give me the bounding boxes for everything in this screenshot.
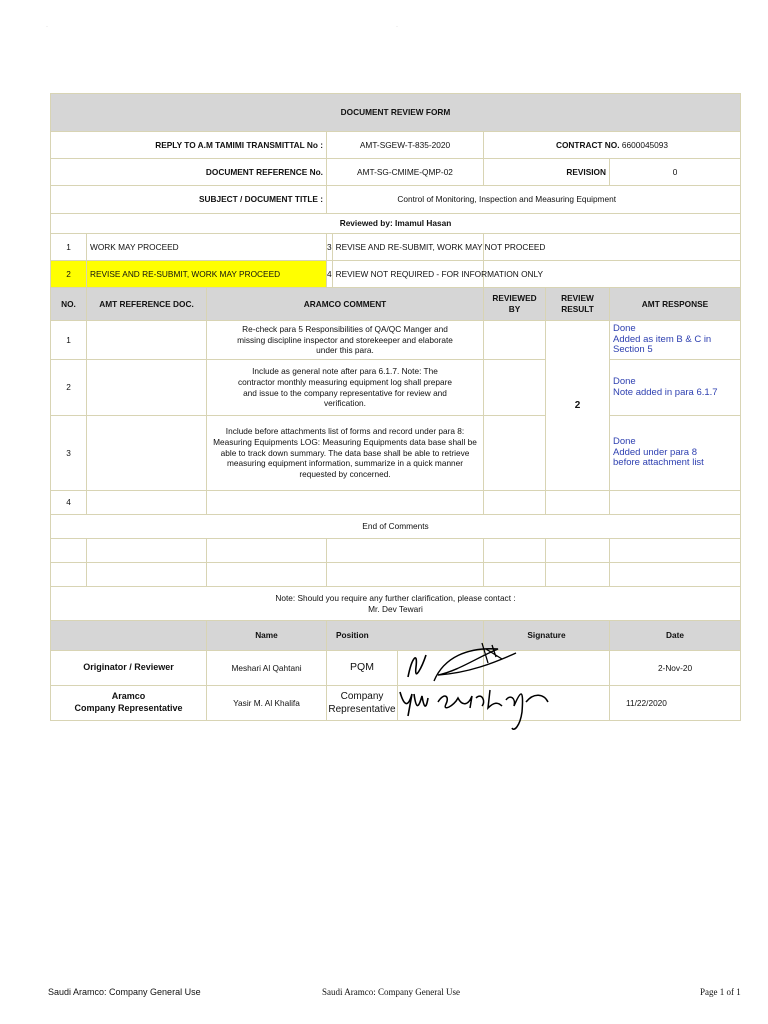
- sign-date: 2-Nov-20: [610, 651, 741, 686]
- footer-classification-left: Saudi Aramco: Company General Use: [48, 987, 201, 997]
- table-row: [51, 360, 741, 416]
- response-line: Done: [613, 322, 636, 334]
- code-pair-cell: [327, 261, 544, 288]
- comment-text: Include as general note after para 6.1.7. Note: The contractor monthly measuring equipment log shall prepare and issue to the company representative for review and verification.: [207, 360, 484, 416]
- signer-row: [51, 686, 741, 721]
- reviewed-by: Reviewed by: Imamul Hasan: [51, 214, 741, 234]
- reviewed-by-cell: [484, 491, 546, 515]
- col-reviewed: REVIEWED BY: [484, 288, 546, 321]
- contract-label: CONTRACT NO.: [555, 139, 620, 150]
- role-line: Originator / Reviewer: [83, 662, 174, 673]
- sign-date: 11/22/2020: [610, 686, 741, 721]
- table-row: [51, 539, 741, 563]
- signature-image: [398, 686, 483, 718]
- response-line: Done: [613, 375, 636, 387]
- reviewed-by-cell: [484, 416, 546, 491]
- docref-value: AMT-SG-CMIME-QMP-02: [327, 159, 484, 186]
- code-text: REVIEW NOT REQUIRED - FOR INFORMATION ONLY: [335, 268, 544, 279]
- table-row: [51, 563, 741, 587]
- signer-position-signature: [327, 686, 484, 721]
- position-line: Company: [340, 691, 384, 702]
- subject-value: Control of Monitoring, Inspection and Measuring Equipment: [327, 186, 741, 214]
- comment-no: 2: [51, 360, 87, 416]
- col-response: AMT RESPONSE: [610, 288, 741, 321]
- sign-header-name: Name: [207, 621, 327, 651]
- response-line: Added under para 8: [613, 446, 697, 458]
- contract-value: 6600045093: [621, 139, 669, 150]
- docref-label: DOCUMENT REFERENCE No.: [51, 159, 327, 186]
- note-line: Mr. Dev Tewari: [368, 603, 423, 614]
- sign-header-blank: [51, 621, 207, 651]
- amt-response: [610, 360, 741, 416]
- revision-value: 0: [610, 159, 741, 186]
- ref-doc: [87, 321, 207, 360]
- comment-text: [207, 491, 484, 515]
- code-number: 3: [327, 234, 333, 260]
- code-text: WORK MAY PROCEED: [87, 234, 327, 261]
- signer-row: [51, 651, 741, 686]
- code-pair-cell: [327, 234, 546, 261]
- contact-note: [51, 587, 741, 621]
- reply-label: REPLY TO A.M TAMIMI TRANSMITTAL No :: [51, 132, 327, 159]
- comment-no: 4: [51, 491, 87, 515]
- ref-doc: [87, 360, 207, 416]
- reviewed-by-cell: [484, 321, 546, 360]
- result-cell: [546, 491, 610, 515]
- ref-doc: [87, 416, 207, 491]
- footer-page-number: Page 1 of 1: [700, 987, 741, 997]
- comment-no: 3: [51, 416, 87, 491]
- ref-doc: [87, 491, 207, 515]
- code-text-highlighted: REVISE AND RE-SUBMIT, WORK MAY PROCEED: [87, 261, 327, 288]
- revision-label: REVISION: [484, 159, 610, 186]
- sign-header-date: Date: [610, 621, 741, 651]
- position-line: Representative: [328, 704, 396, 715]
- signer-position: PQM: [327, 651, 398, 685]
- contract-cell: [484, 132, 741, 159]
- scan-dot: ·: [396, 24, 398, 30]
- sign-header-position-label: Position: [336, 630, 369, 641]
- code-number: 2: [51, 261, 87, 288]
- sign-header-signature: Signature: [484, 621, 610, 651]
- table-row: [51, 321, 741, 360]
- note-line: Note: Should you require any further clarification, please contact :: [275, 592, 516, 603]
- role-line: Company Representative: [74, 703, 183, 713]
- document-review-form: [50, 93, 740, 721]
- amt-response: [610, 321, 741, 360]
- table-row: [51, 491, 741, 515]
- response-line: Added as item B & C in: [613, 333, 712, 345]
- col-comment: ARAMCO COMMENT: [207, 288, 484, 321]
- col-result: REVIEW RESULT: [546, 288, 610, 321]
- reviewed-by-cell: [484, 360, 546, 416]
- scan-dot: ·: [46, 24, 48, 30]
- reply-value: AMT-SGEW-T-835-2020: [327, 132, 484, 159]
- response-line: Section 5: [613, 344, 653, 356]
- signer-role: [51, 686, 207, 721]
- comment-text: Include before attachments list of forms and record under para 8: Measuring Equipments LOG: Measuring Equipments data base shall be able to track down summary. The data base shall be able to retrieve measuring equipment information, summarize in a quick manner requested by concerned.: [207, 416, 484, 491]
- response-line: Done: [613, 435, 636, 447]
- comment-text: Re-check para 5 Responsibilities of QA/QC Manger and missing discipline inspector and storekeeper and elaborate under this para.: [207, 321, 484, 360]
- signer-role: [51, 651, 207, 686]
- response-line: Note added in para 6.1.7: [613, 386, 718, 398]
- signer-position: [327, 686, 398, 720]
- signer-name: Yasir M. Al Khalifa: [207, 686, 327, 721]
- amt-response: [610, 416, 741, 491]
- comment-no: 1: [51, 321, 87, 360]
- amt-response: [610, 491, 741, 515]
- code-number: 1: [51, 234, 87, 261]
- end-of-comments: End of Comments: [51, 515, 741, 539]
- signer-name: Meshari Al Qahtani: [207, 651, 327, 686]
- col-ref: AMT REFERENCE DOC.: [87, 288, 207, 321]
- table-row: [51, 416, 741, 491]
- code-text: REVISE AND RE-SUBMIT, WORK MAY NOT PROCEED: [335, 241, 546, 252]
- code-number: 4: [327, 261, 333, 287]
- footer-classification-center: Saudi Aramco: Company General Use: [322, 987, 460, 997]
- subject-label: SUBJECT / DOCUMENT TITLE :: [51, 186, 327, 214]
- review-result: 2: [546, 321, 610, 491]
- form-title: DOCUMENT REVIEW FORM: [51, 94, 741, 132]
- response-line: before attachment list: [613, 457, 704, 469]
- col-no: NO.: [51, 288, 87, 321]
- role-line: Aramco: [111, 691, 146, 702]
- signature-mark: [398, 672, 568, 732]
